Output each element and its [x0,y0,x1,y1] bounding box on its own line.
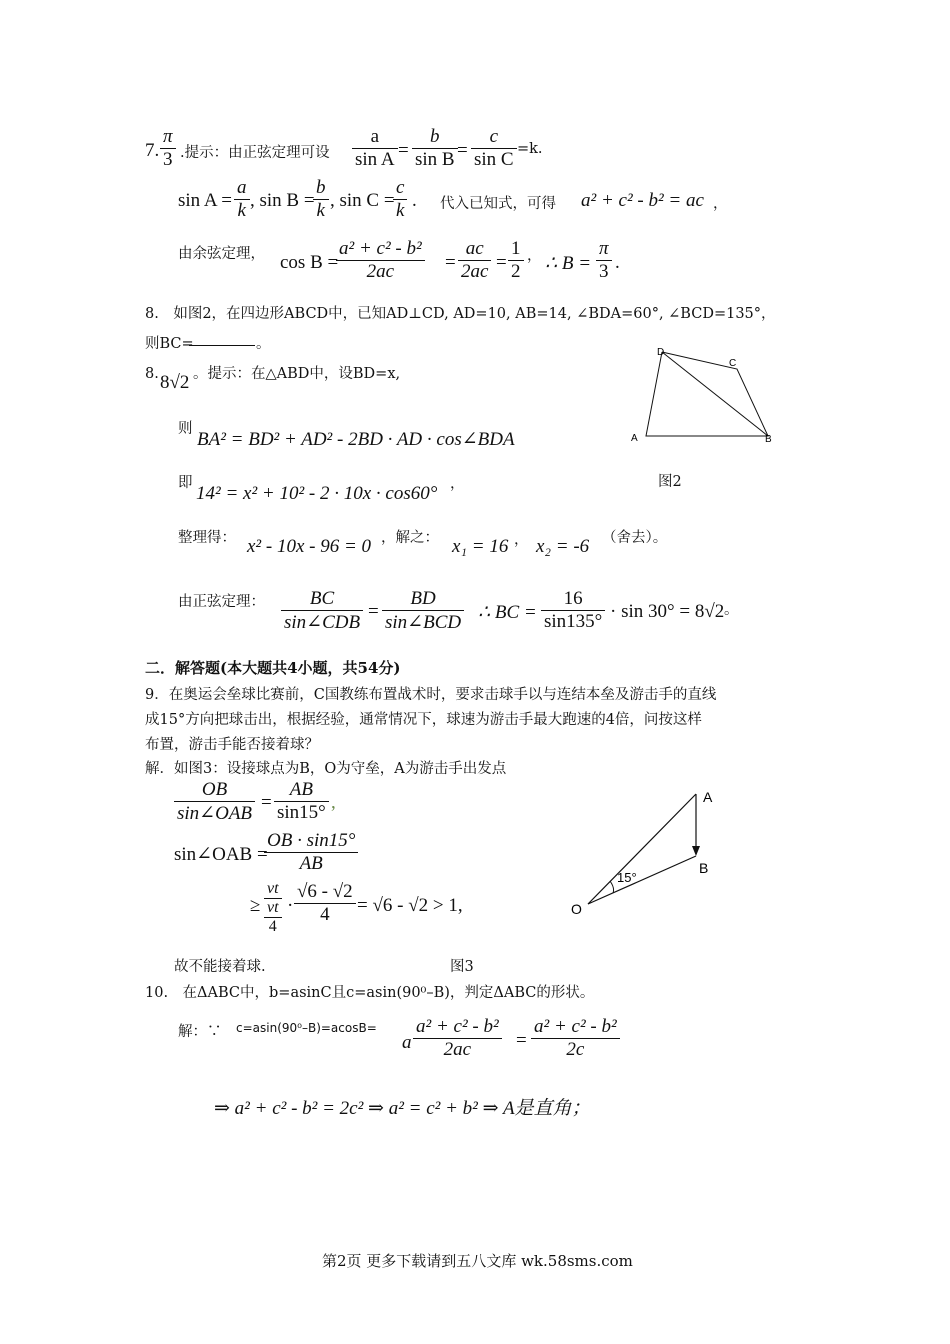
q9-frac-comma: , [331,792,336,813]
q8-sine-end: 。 [724,602,739,618]
q9-frac-vt: vt vt 4 [264,880,282,936]
q9-geq: ≥ [250,895,261,916]
figure-2-label: 图2 [658,474,682,490]
page-footer: 第2页 更多下载请到五八文库 wk.58sms.com [322,1252,633,1270]
q8-law-subst: 14² = x² + 10² - 2 · 10x · cos60° [196,483,438,504]
eq-sign: = [261,792,272,813]
q8-x2: x₂ = -6 [536,536,590,557]
q7-result: $\frac{\pi}{3}$ [596,238,612,283]
point-o: O [571,901,582,917]
q8-law-cos: BA² = BD² + AD² - 2BD · AD · cos∠BDA [197,429,515,450]
diagonal-bd [662,352,768,436]
q9-sin-oab: sin∠OAB = [174,844,268,865]
q8-sine-label: 由正弦定理： [178,594,265,610]
arrow-head [692,846,700,856]
point-c: C [729,358,737,369]
eq-sign: = [445,252,456,273]
q7-cosB: cos B = [280,252,339,273]
q7-frac-c-sinC: $\frac{c}{\text{sin C}}$ [471,126,517,171]
q7-cos-label: 由余弦定理， [178,246,265,262]
q8-answer-value: 8√2 [160,372,190,393]
q8-ze: 则 [178,421,193,437]
q9-frac-sqrt: $\frac{√6 - √2}{4}$ [294,881,356,926]
figure-2-quadrilateral [625,340,785,452]
q8-answer-number: 8. [145,366,159,382]
q10-text: 10. 在ΔABC中，b=asinC且c=asin(90⁰–B)，判定ΔABC的形状。 [145,985,595,1001]
q10-a: a [402,1032,412,1053]
q8-comma: ， [514,532,529,548]
q9-conclusion: 故不能接着球. [174,959,266,975]
point-a: A [631,433,638,444]
q7-dot: . [412,190,417,211]
angle-label: 15° [617,870,637,885]
figure-3-label: 图3 [450,959,474,975]
q7-eq1: a² + c² - b² = ac [581,190,704,211]
q8-x1: x₁ = 16 [452,536,509,557]
q8-question2: 则BC= [145,336,194,352]
q7-cos-frac2: $\frac{ac}{2ac}$ [458,238,491,283]
q7-frac-a-sinA: $\frac{a}{\text{sin A}}$ [352,126,398,171]
q7-cos-frac1: $\frac{\text{a² + c² - b²}}{2ac}$ [336,238,425,283]
q8-sine-frac2: BD sin∠BCD [382,588,464,634]
q7-end-dot: . [615,252,620,273]
eq-sign: = [398,140,409,161]
q7-comma: ， [713,196,728,212]
q7-tail: =k. [517,141,543,157]
q7-pi-over-3: $\frac{\pi}{3}$ [160,126,176,171]
q9-frac-ob-sin15: $\frac{OB \cdot \sin 15^\circ}{AB}$ [264,830,358,875]
q7-sinA: sin A = [178,190,233,211]
q7-therefore: ∴ B = [545,253,592,274]
q8-quadratic: x² - 10x - 96 = 0 [247,536,372,557]
q8-zhengli: 整理得： [178,530,236,546]
q8-question: 8. 如图2，在四边形ABCD中，已知AD⊥CD, AD=10, AB=14, ∠BDA=60°, ∠BCD=135°， [145,306,776,322]
point-d: D [657,347,665,358]
q7-frac-c-k: $\frac{c}{k}$ [393,177,407,222]
q9-text-line2: 成15°方向把球击出，根据经验，通常情况下，球速为游击手最大跑速的4倍，问按这样 [145,712,702,728]
q9-text-line3: 布置，游击手能否接着球？ [145,737,319,753]
q10-frac1: $\frac{\text{a² + c² - b²}}{2ac}$ [413,1016,502,1061]
q10-solution-expr: c=asin(90⁰–B)=acosB= [236,1021,377,1035]
point-b: B [699,860,709,876]
line-oa [588,794,696,904]
angle-arc [610,881,614,893]
section-2-title: 二．解答题(本大题共4小题，共54分) [145,659,401,677]
q9-dot: · [287,895,294,916]
figure-3-triangle [565,780,735,920]
eq-sign: = [496,252,507,273]
point-a: A [703,789,713,805]
q10-solution-label: 解：∵ [178,1024,222,1040]
q8-sine-frac1: BC sin∠CDB [281,588,363,634]
q7-frac-b-k: $\frac{b}{k}$ [313,177,329,222]
q10-implication: ⇒ a² + c² - b² = 2c² ⇒ a² = c² + b² ⇒ A是直角； [214,1098,591,1119]
q8-answer-hint: 。提示：在△ABD中，设BD=x, [193,366,401,382]
q7-comma2: ， [527,248,542,264]
q7-frac-b-sinB: $\frac{b}{\text{sin B}}$ [412,126,458,171]
quad-outline [646,352,768,436]
q7-substitute: 代入已知式，可得 [440,196,556,212]
q7-sinC: , sin C = [330,190,395,211]
eq-sign: = [457,140,468,161]
q10-frac2: $\frac{\text{a² + c² - b²}}{2c}$ [531,1016,620,1061]
q7-cos-frac3: $\frac{1}{2}$ [508,238,524,283]
q8-blank [189,345,255,346]
eq-sign: = [368,601,379,622]
q7-sinB: , sin B = [250,190,315,211]
q8-ji: 即 [178,475,193,491]
q8-question2-end: 。 [256,336,271,352]
q9-text-line1: 9．在奥运会垒球比赛前，C国教练布置战术时，要求击球手以与连结本垒及游击手的直线 [145,687,717,703]
point-b: B [765,434,772,445]
q8-law-subst-tail: ， [450,476,465,492]
q9-frac-ob: OB sin∠OAB [174,779,255,825]
q8-sine-frac3: $\frac{16}{\sin 135^\circ}$ [541,588,605,633]
q8-bc: ∴ BC = [478,602,537,623]
line-ob [588,856,696,904]
q8-sine-tail: · sin 30° = 8√2 [610,601,725,622]
q10-eq: = [516,1030,527,1051]
q9-solution-intro: 解．如图3：设接球点为B，O为守垒，A为游击手出发点 [145,761,507,777]
q7-frac-a-k: $\frac{a}{k}$ [234,177,250,222]
q8-jiezhi: ，解之： [381,530,439,546]
q8-sheqi: （舍去）。 [602,530,668,546]
q9-inequality: = √6 - √2 > 1, [357,895,463,916]
q9-frac-ab: $\frac{AB}{\sin 15^\circ}$ [274,779,329,824]
q7-number: 7. [145,140,160,161]
q7-hint: .提示：由正弦定理可设 [180,145,330,161]
